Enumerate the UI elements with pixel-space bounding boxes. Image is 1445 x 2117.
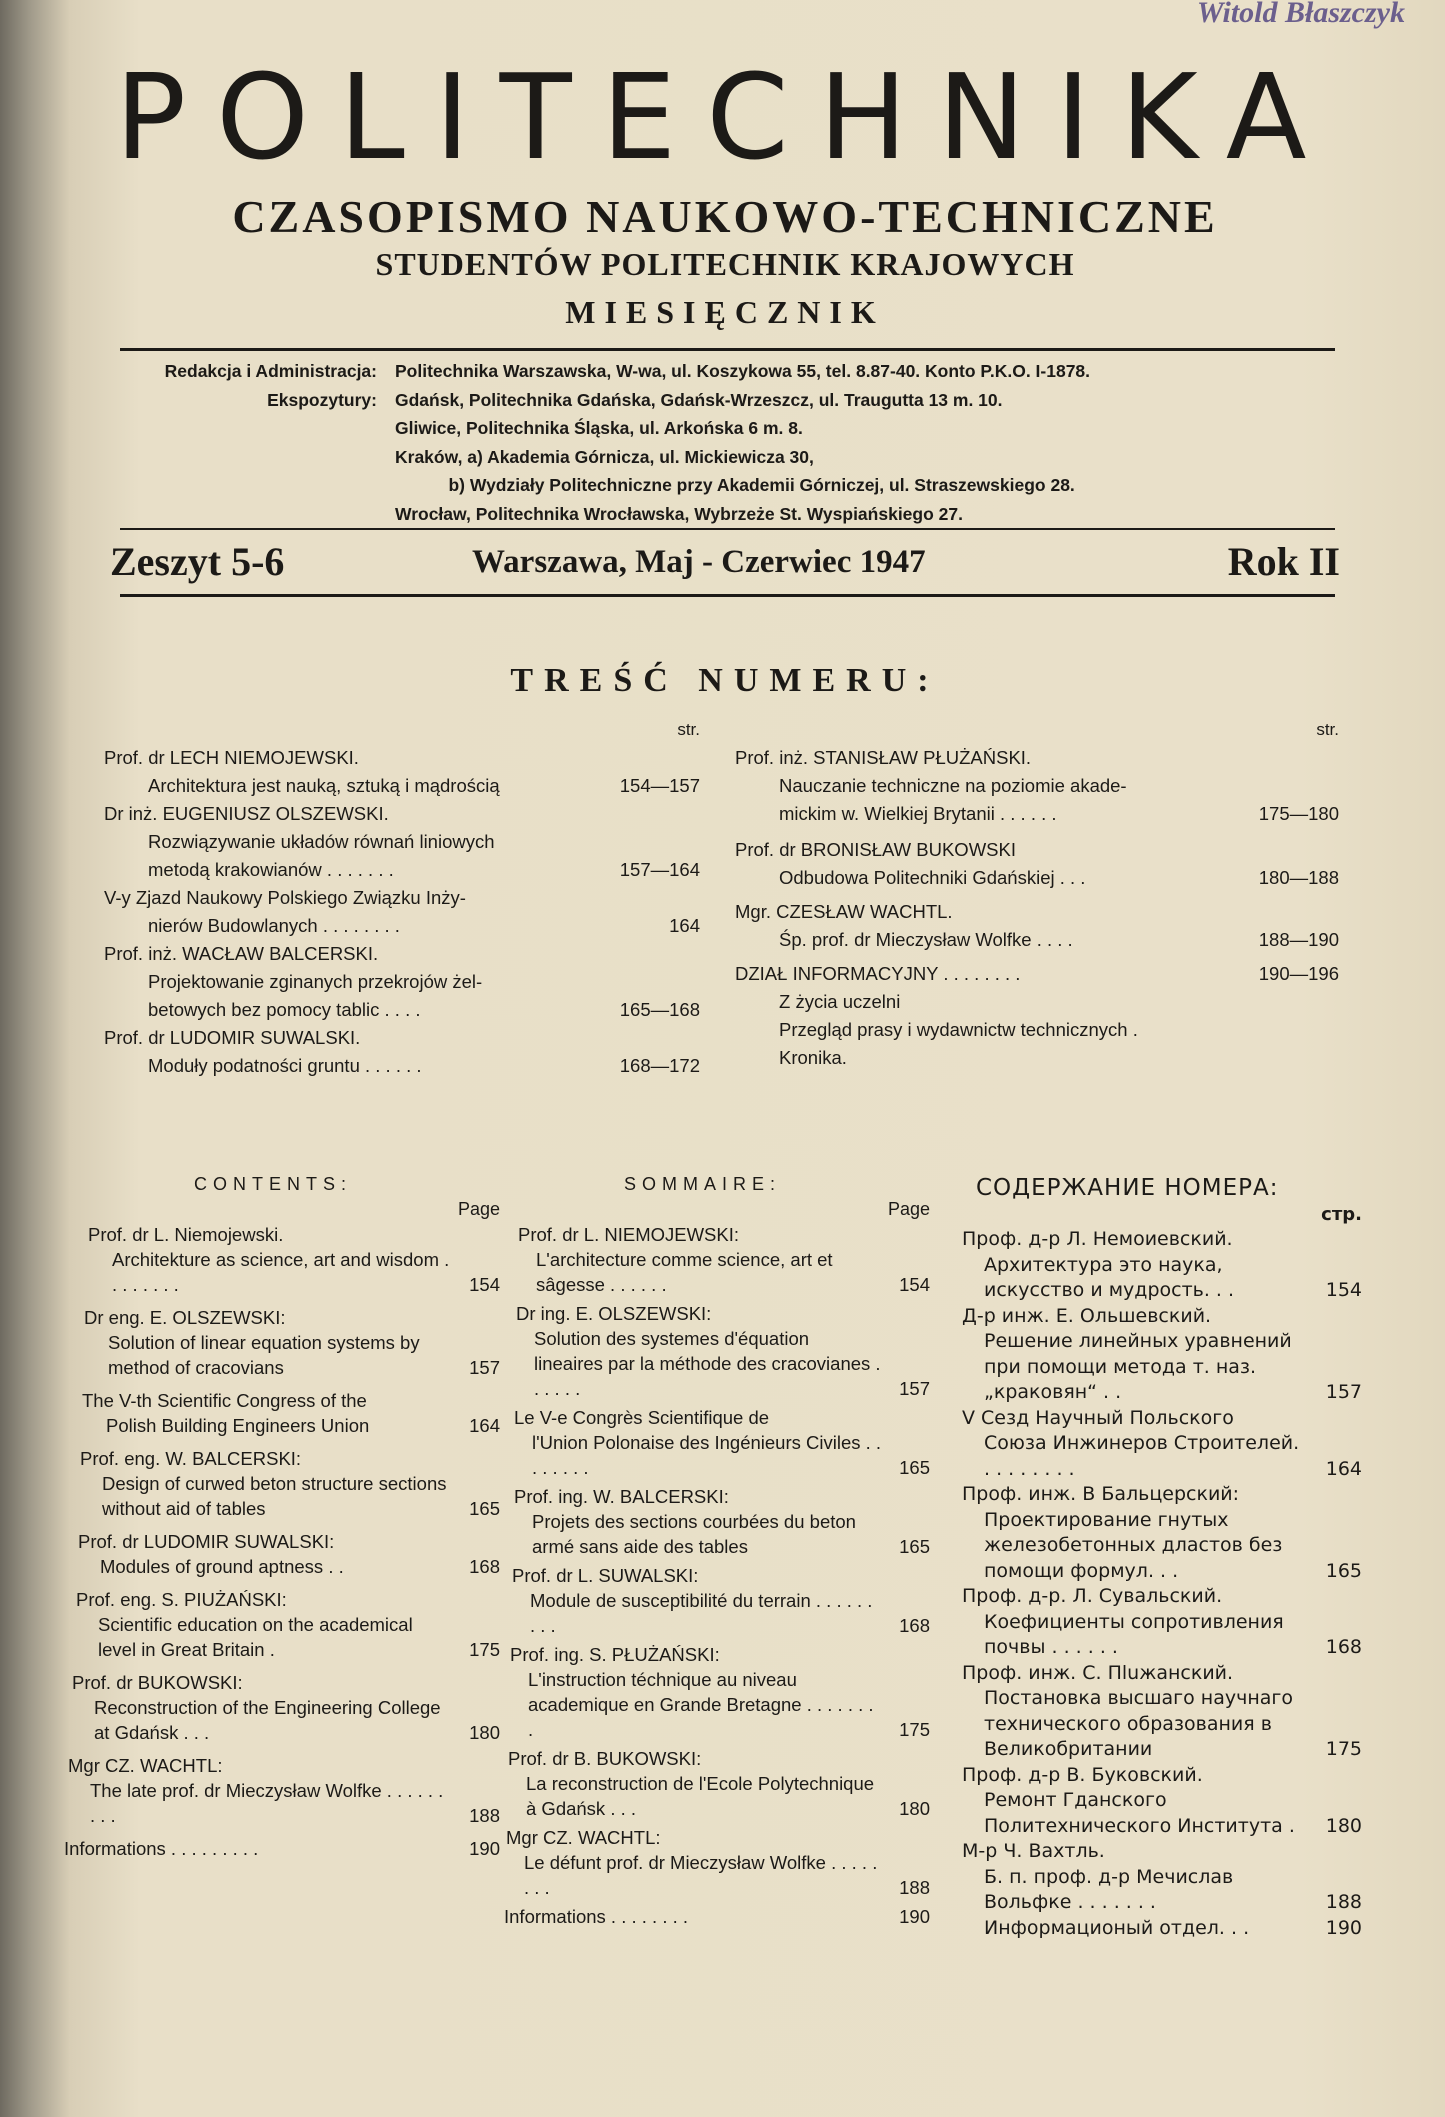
address-row: Wrocław, Politechnika Wrocławska, Wybrzeże St. Wyspiańskiego 27. xyxy=(395,503,963,524)
toc-entry: Prof. inż. WACŁAW BALCERSKI. Projektowanie zginanych przekrojów żel- betowych bez pomocy tablic . . . . 165—168 xyxy=(104,943,700,1020)
toc-entry: Проф. инж. В Бальцерский: Проектирование гнутых железобетонных дластов без помощи формул. . . 165 xyxy=(962,1483,1362,1582)
toc-left xyxy=(104,716,700,1080)
toc-entry: Prof. ing. S. PŁUŻAŃSKI: L'instruction téchnique au niveau academique en Grande Bretagne . . . . . . . . 175 xyxy=(510,1644,930,1740)
toc-entry: Проф. д-р В. Буковский. Ремонт Гданского Политехнического Института . 180 xyxy=(962,1763,1362,1837)
toc-entry: Prof. inż. STANISŁAW PŁUŻAŃSKI. Nauczanie techniczne na poziomie akade- mickim w. Wielkiej Brytanii . . . . . . 175—180 xyxy=(735,747,1339,824)
toc-entry: Prof. dr LUDOMIR SUWALSKI. Moduły podatności gruntu . . . . . . 168—172 xyxy=(104,1027,700,1076)
toc-entry: Le V-e Congrès Scientifique de l'Union Polonaise des Ingénieurs Civiles . . . . . . . . 165 xyxy=(514,1407,930,1478)
rule-issue-top xyxy=(120,528,1335,530)
toc-entry: The V-th Scientific Congress of the Polish Building Engineers Union 164 xyxy=(82,1390,500,1436)
handwritten-signature: Witold Błaszczyk xyxy=(1196,0,1405,29)
issue-number: Zeszyt 5-6 xyxy=(110,539,285,584)
toc-right xyxy=(735,716,1339,1072)
issue-line xyxy=(110,538,1340,588)
toc-entry: Prof. ing. W. BALCERSKI: Projets des sections courbées du beton armé sans aide des tables 165 xyxy=(514,1486,930,1557)
toc-entry: Informations . . . . . . . . . 190 xyxy=(64,1838,500,1859)
page-label: Page xyxy=(887,1199,930,1219)
toc-entry: Проф. д-р. Л. Сувальский. Коефициенты сопротивления почвы . . . . . . 168 xyxy=(962,1585,1362,1658)
toc-entry: Mgr CZ. WACHTL: Le défunt prof. dr Mieczysław Wolfke . . . . . . . . 188 xyxy=(506,1827,930,1898)
toc-entry: Информационый отдел. . . 190 xyxy=(984,1916,1362,1939)
page-label: Page xyxy=(457,1199,500,1219)
toc-entry: Prof. dr BRONISŁAW BUKOWSKI Odbudowa Politechniki Gdańskiej . . . 180—188 xyxy=(735,839,1339,888)
toc-entry: Prof. dr B. BUKOWSKI: La reconstruction de l'Ecole Polytechnique à Gdańsk . . . 180 xyxy=(508,1748,930,1819)
address-row: Gliwice, Politechnika Śląska, ul. Arkońska 6 m. 8. xyxy=(395,418,803,438)
toc-entry: Mgr. CZESŁAW WACHTL. Śp. prof. dr Mieczysław Wolfke . . . . 188—190 xyxy=(735,901,1339,950)
toc-entry: Dr inż. EUGENIUSZ OLSZEWSKI. Rozwiązywanie układów równań liniowych metodą krakowianów . . . . . . . 157—164 xyxy=(104,803,700,880)
toc-entry: Prof. dr L. SUWALSKI: Module de susceptibilité du terrain . . . . . . . . . 168 xyxy=(512,1565,930,1636)
toc-entry: Проф. инж. С. Пluжанский. Постановка высшаго научнаго технического образования в Великобритании 175 xyxy=(962,1661,1362,1760)
toc-entry: V Сезд Научный Польского Союза Инжинеров Строителей. . . . . . . . . 164 xyxy=(962,1406,1362,1480)
toc-entry: Informations . . . . . . . . 190 xyxy=(504,1906,930,1927)
toc-entry: Prof. dr L. Niemojewski. Architekture as science, art and wisdom . . . . . . . . 154 xyxy=(88,1224,500,1295)
contents-heading: TREŚĆ NUMERU: xyxy=(510,662,940,699)
address-row: Ekspozytury: Gdańsk, Politechnika Gdańska, Gdańsk-Wrzeszcz, ul. Traugutta 13 m. 10. xyxy=(267,389,1003,410)
address-row: Kraków, a) Akademia Górnicza, ul. Mickiewicza 30, xyxy=(395,446,814,467)
toc-entry: Mgr CZ. WACHTL: The late prof. dr Mieczysław Wolfke . . . . . . . . . 188 xyxy=(68,1755,500,1826)
toc-entry: V-y Zjazd Naukowy Polskiego Związku Inży- nierów Budowlanych . . . . . . . . 164 xyxy=(104,887,700,936)
toc-entry: Д-р инж. Е. Ольшевский. Решение линейных уравнений при помощи метода т. наз. „краковян“ . . 157 xyxy=(962,1304,1362,1403)
toc-entry: Prof. eng. S. PIUŻAŃSKI: Scientific education on the academical level in Great Britain . 175 xyxy=(76,1589,500,1660)
toc-entry: М-р Ч. Вахтль. Б. п. проф. д-р Мечислав Вольфке . . . . . . . 188 xyxy=(962,1840,1362,1913)
rule-top xyxy=(120,348,1335,351)
contents-russian xyxy=(962,1176,1362,1941)
toc-entry: Prof. dr L. NIEMOJEWSKI: L'architecture comme science, art et sâgesse . . . . . . 154 xyxy=(518,1224,930,1295)
contents-russian-heading: СОДЕРЖАНИЕ НОМЕРА: xyxy=(976,1175,1279,1201)
masthead-title: POLITECHNIKA xyxy=(115,48,1337,186)
toc-entry: Prof. dr LUDOMIR SUWALSKI: Modules of ground aptness . . 168 xyxy=(78,1531,500,1577)
issue-year: Rok II xyxy=(1227,539,1340,584)
toc-entry: DZIAŁ INFORMACYJNY . . . . . . . . 190—196 Z życia uczelni Przegląd prasy i wydawnictw technicznych . Kronika. xyxy=(735,963,1339,1068)
toc-entry: Проф. д-р Л. Немоиевский. Архитектура это наука, искусство и мудрость. . . 154 xyxy=(962,1228,1362,1301)
page-label: стр. xyxy=(1321,1203,1362,1225)
rule-issue-bottom xyxy=(120,594,1335,597)
toc-entry: Dr ing. E. OLSZEWSKI: Solution des systemes d'équation lineaires par la méthode des cracovianes . . . . . . 157 xyxy=(516,1303,930,1399)
contents-english-heading: CONTENTS: xyxy=(194,1174,353,1194)
masthead-subtitle: CZASOPISMO NAUKOWO-TECHNICZNE xyxy=(232,191,1218,242)
issue-place-date: Warszawa, Maj - Czerwiec 1947 xyxy=(472,544,926,580)
contents-english xyxy=(62,1172,500,1861)
toc-entry: Prof. dr LECH NIEMOJEWSKI. Architektura jest nauką, sztuką i mądrością 154—157 xyxy=(104,747,700,796)
toc-entry: Dr eng. E. OLSZEWSKI: Solution of linear equation systems by method of cracovians 157 xyxy=(84,1307,500,1378)
toc-entry: Prof. dr BUKOWSKI: Reconstruction of the Engineering College at Gdańsk . . . 180 xyxy=(72,1672,500,1743)
address-row: b) Wydziały Politechniczne przy Akademii Górniczej, ul. Straszewskiego 28. xyxy=(395,475,1075,495)
masthead-subtitle-2: STUDENTÓW POLITECHNIK KRAJOWYCH xyxy=(375,246,1075,282)
contents-french xyxy=(504,1172,930,1929)
masthead-frequency: MIESIĘCZNIK xyxy=(565,294,885,330)
address-block xyxy=(120,357,1340,528)
str-label: str. xyxy=(677,720,700,739)
str-label: str. xyxy=(1316,720,1339,739)
contents-french-heading: SOMMAIRE: xyxy=(624,1174,782,1194)
toc-entry: Prof. eng. W. BALCERSKI: Design of curwed beton structure sections without aid of tables 165 xyxy=(80,1448,500,1519)
address-row: Redakcja i Administracja: Politechnika Warszawska, W-wa, ul. Koszykowa 55, tel. 8.87-40. Konto P.K.O. I-1878. xyxy=(164,361,1091,381)
